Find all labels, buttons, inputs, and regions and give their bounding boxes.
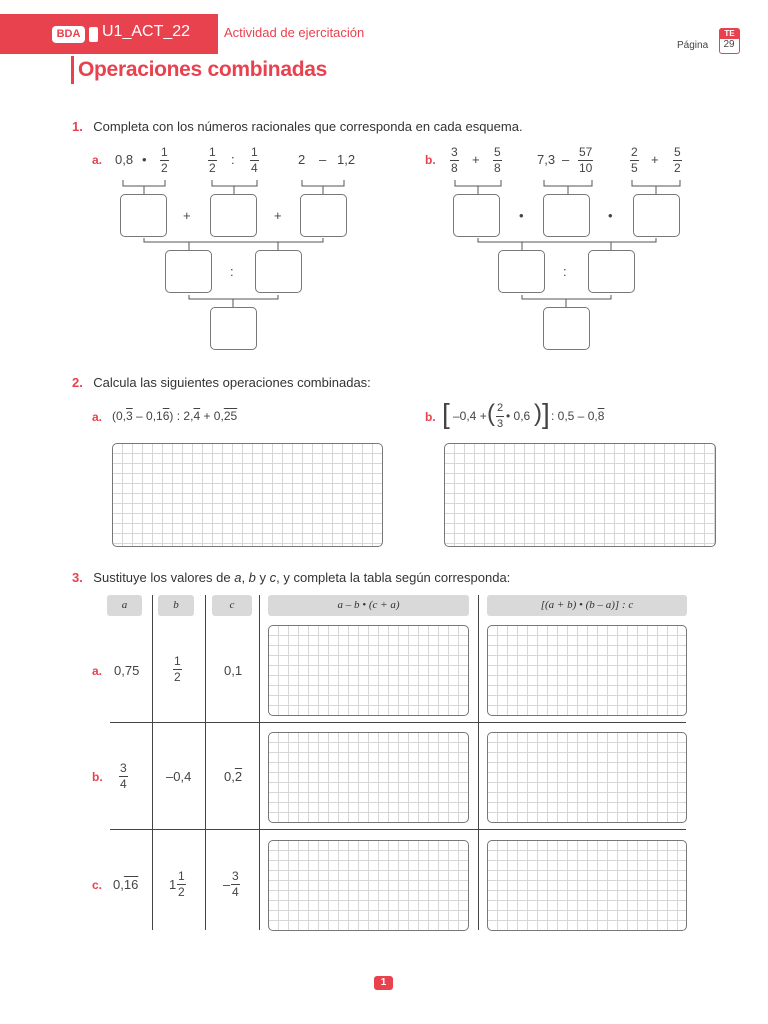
bda-logo: BDA	[52, 26, 85, 43]
q1a-op-row1a: +	[183, 208, 191, 223]
q2b-paren-close: )	[534, 400, 542, 427]
q2b-tail	[551, 409, 604, 423]
q1b-box-1[interactable]	[453, 194, 500, 237]
q1b-expr1-frac1	[450, 146, 459, 175]
row-c-answer-expr2[interactable]	[487, 840, 687, 931]
frac-den: 8	[451, 161, 458, 175]
row-c-a-repeat: 16	[123, 877, 139, 892]
q1b-box-6[interactable]	[543, 307, 590, 350]
frac-den: 2	[178, 885, 185, 899]
q1a-box-4[interactable]	[165, 250, 212, 293]
row-c-value-b	[177, 870, 186, 899]
frac-bar	[496, 416, 504, 417]
q1a-expr1-op: •	[142, 152, 147, 167]
q3-conj: y	[255, 570, 270, 585]
table-hline-1	[110, 722, 686, 723]
question-3	[72, 569, 510, 587]
q1b-op-row1a: •	[519, 208, 524, 223]
q1a-op-row2: :	[230, 264, 234, 279]
q3-sep1: ,	[241, 570, 249, 585]
q2a-repeat1: 3	[126, 409, 133, 423]
row-c-value-c	[231, 870, 240, 899]
row-c-answer-expr1[interactable]	[268, 840, 469, 931]
row-a-value-b	[173, 655, 182, 684]
q1b-box-3[interactable]	[633, 194, 680, 237]
q2a-expression	[112, 409, 237, 423]
q2b-frac	[496, 402, 504, 431]
frac-den: 5	[631, 161, 638, 175]
table-header-c: c	[212, 595, 252, 616]
activity-code: U1_ACT_22	[102, 23, 191, 40]
frac-den: 2	[174, 670, 181, 684]
frac-den: 4	[232, 885, 239, 899]
frac-den: 10	[579, 161, 593, 175]
q2b-answer-grid[interactable]	[444, 443, 716, 547]
q1-text: Completa con los números racionales que corresponda en cada esquema.	[93, 119, 523, 134]
table-vline-4	[478, 595, 479, 930]
q1b-expr2-frac	[578, 146, 593, 175]
row-b-c-pre: 0,	[224, 769, 235, 784]
q2a-part3: ) : 2,	[169, 409, 194, 423]
q1b-expr1-frac2	[493, 146, 502, 175]
q1a-box-2[interactable]	[210, 194, 257, 237]
q1b-expr2-left: 7,3	[537, 152, 556, 167]
page-title: Operaciones combinadas	[78, 58, 327, 81]
q3-var-b: b	[248, 570, 256, 585]
q1a-expr3-right: 1,2	[337, 152, 356, 167]
frac-den: 4	[251, 161, 258, 175]
q1b-box-4[interactable]	[498, 250, 545, 293]
row-a-label: a.	[92, 664, 103, 678]
row-b-c-repeat: 2	[234, 769, 243, 784]
q3-text-pre: Sustituye los valores de	[93, 570, 235, 585]
q1a-expr3-left: 2	[298, 152, 306, 167]
q1a-expr2-op: :	[231, 152, 235, 167]
q1a-box-5[interactable]	[255, 250, 302, 293]
q3-var-a: a	[234, 570, 242, 585]
frac-num: 1	[178, 869, 185, 883]
q1a-box-1[interactable]	[120, 194, 167, 237]
q2b-open-bracket: [	[442, 398, 450, 429]
q1b-expr3-op: +	[651, 152, 659, 167]
te-label: TE	[719, 28, 740, 39]
row-a-value-a: 0,75	[114, 663, 140, 678]
table-vline-3	[259, 595, 260, 930]
q3-number: 3.	[72, 570, 83, 585]
q3-var-c: c	[269, 570, 277, 585]
row-b-answer-expr2[interactable]	[487, 732, 687, 823]
frac-num: 1	[209, 145, 216, 159]
frac-num: 3	[232, 869, 239, 883]
q2b-tail-repeat: 8	[597, 409, 605, 423]
question-2	[72, 374, 371, 392]
row-a-answer-expr1[interactable]	[268, 625, 469, 716]
frac-num: 2	[497, 402, 504, 414]
q1a-box-6[interactable]	[210, 307, 257, 350]
row-a-value-c: 0,1	[224, 663, 243, 678]
q1b-box-2[interactable]	[543, 194, 590, 237]
frac-den: 2	[161, 161, 168, 175]
frac-num: 3	[120, 761, 127, 775]
q2b-paren-open: (	[487, 400, 495, 427]
row-c-a-pre: 0,	[113, 877, 124, 892]
q2a-repeat4: 25	[223, 409, 238, 423]
q1b-expr3-frac2	[673, 146, 682, 175]
q1b-expr1-op: +	[472, 152, 480, 167]
table-vline-1	[152, 595, 153, 930]
q1a-expr3-op: –	[319, 152, 327, 167]
row-c-label: c.	[92, 878, 103, 892]
q3-text-post: , y completa la tabla según corresponda:	[276, 570, 511, 585]
table-header-a: a	[107, 595, 142, 616]
footer-page-number: 1	[374, 976, 393, 990]
activity-subtitle: Actividad de ejercitación	[224, 25, 365, 40]
table-hline-2	[110, 829, 686, 830]
q2a-answer-grid[interactable]	[112, 443, 383, 547]
q2a-label: a.	[92, 410, 103, 424]
table-header-b: b	[158, 595, 194, 616]
q1b-box-5[interactable]	[588, 250, 635, 293]
frac-num: 2	[631, 145, 638, 159]
q2a-repeat3: 4	[193, 409, 201, 423]
q1b-expr3-frac1	[630, 146, 639, 175]
q2b-pre: –0,4 +	[453, 409, 487, 423]
frac-den: 4	[120, 777, 127, 791]
page-label: Página	[677, 40, 709, 51]
frac-den: 3	[497, 418, 504, 430]
q1a-expr1-left: 0,8	[115, 152, 134, 167]
table-header-expr2: [(a + b) • (b – a)] : c	[487, 595, 687, 616]
row-c-b-whole: 1	[169, 877, 177, 892]
frac-num: 5	[674, 145, 681, 159]
frac-num: 1	[251, 145, 258, 159]
row-a-answer-expr2[interactable]	[487, 625, 687, 716]
frac-den: 2	[209, 161, 216, 175]
q2a-part2: – 0,1	[132, 409, 163, 423]
table-vline-2	[205, 595, 206, 930]
q1a-label: a.	[92, 153, 103, 167]
q2-text: Calcula las siguientes operaciones combinadas:	[93, 375, 371, 390]
q2a-repeat2: 6	[162, 409, 170, 423]
q2a-part1: (0,	[112, 409, 127, 423]
frac-num: 3	[451, 145, 458, 159]
q1a-op-row1b: +	[274, 208, 282, 223]
table-header-expr1: a – b • (c + a)	[268, 595, 469, 616]
page-number: 29	[723, 39, 735, 50]
row-c-value-a	[113, 877, 138, 892]
row-b-value-a	[119, 762, 128, 791]
frac-num: 57	[579, 145, 593, 159]
row-b-label: b.	[92, 770, 103, 784]
q1-scheme-lines	[0, 0, 768, 360]
q2a-part4: + 0,	[200, 409, 224, 423]
frac-den: 2	[674, 161, 681, 175]
q2b-tail-text: : 0,5 – 0,	[551, 409, 598, 423]
q1b-expr2-op: –	[562, 152, 570, 167]
frac-num: 5	[494, 145, 501, 159]
row-c-c-sign: –	[223, 877, 231, 892]
q2b-close-bracket: ]	[542, 398, 550, 429]
frac-num: 1	[161, 145, 168, 159]
q1a-box-3[interactable]	[300, 194, 347, 237]
q2b-label: b.	[425, 410, 436, 424]
q2-number: 2.	[72, 375, 83, 390]
q1b-op-row2: :	[563, 264, 567, 279]
q1b-op-row1b: •	[608, 208, 613, 223]
q2b-post: • 0,6	[506, 409, 531, 423]
frac-num: 1	[174, 654, 181, 668]
row-b-value-b: –0,4	[166, 769, 192, 784]
q1b-label: b.	[425, 153, 436, 167]
q1-number: 1.	[72, 119, 83, 134]
frac-den: 8	[494, 161, 501, 175]
row-b-value-c	[224, 769, 242, 784]
row-b-answer-expr1[interactable]	[268, 732, 469, 823]
